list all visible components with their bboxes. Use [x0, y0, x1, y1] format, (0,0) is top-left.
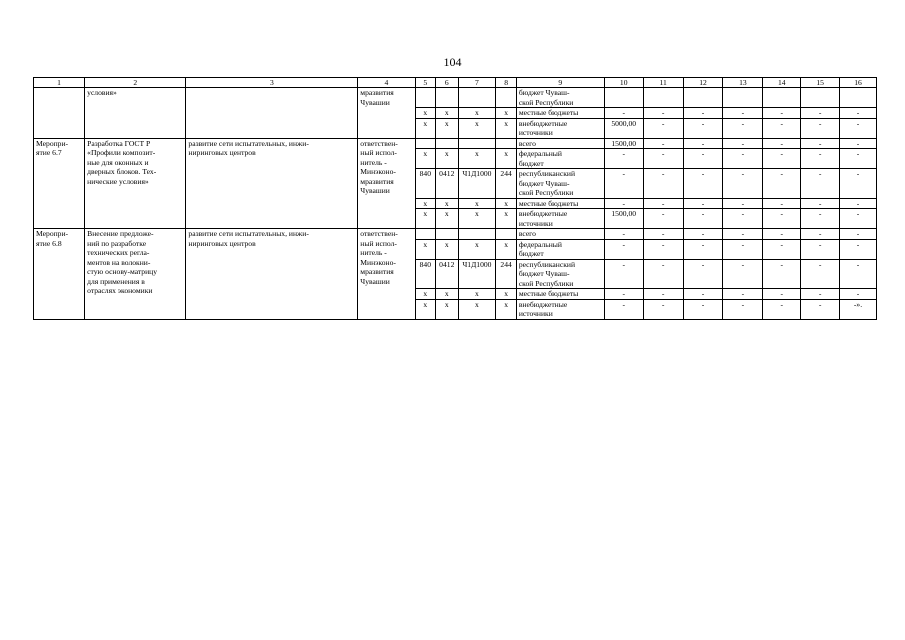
- measure-title-line: отраслях экономики: [87, 286, 153, 296]
- amount-cell: -: [723, 299, 763, 319]
- executor-cell: [358, 138, 415, 228]
- section-cell: [436, 229, 459, 239]
- header-cell: 14: [763, 78, 801, 88]
- funding-source-cell: [516, 259, 604, 288]
- amount-cell: -: [683, 118, 723, 138]
- funding-source-cell: [516, 169, 604, 198]
- section-cell: x: [436, 118, 459, 138]
- amount-cell: -: [840, 108, 877, 118]
- amount-cell: -: [643, 138, 683, 148]
- header-cell: 15: [801, 78, 840, 88]
- expense-type-cell: x: [496, 239, 516, 259]
- funding-source-line: ской Республики: [518, 188, 574, 198]
- direction-line: развитие сети испытательных, инжи-: [188, 229, 309, 239]
- measure-title-line: ментов на волокни-: [87, 257, 151, 267]
- expense-type-cell: 244: [496, 169, 516, 198]
- grbs-cell: x: [415, 209, 435, 229]
- section-cell: x: [436, 108, 459, 118]
- expense-type-cell: x: [496, 198, 516, 208]
- executor-line: Чувашии: [360, 97, 390, 107]
- amount-cell: -: [763, 239, 801, 259]
- amount-cell: -: [763, 259, 801, 288]
- amount-cell: -: [840, 209, 877, 229]
- measure-title-line: Разработка ГОСТ Р: [87, 138, 151, 148]
- grbs-cell: 840: [415, 169, 435, 198]
- expense-type-cell: [496, 138, 516, 148]
- expense-type-cell: x: [496, 108, 516, 118]
- funding-source-line: источники: [518, 218, 553, 228]
- amount-cell: -: [801, 138, 840, 148]
- amount-cell: -: [723, 259, 763, 288]
- amount-cell: -: [723, 209, 763, 229]
- header-cell: 10: [604, 78, 643, 88]
- grbs-cell: x: [415, 198, 435, 208]
- amount-cell: -: [643, 198, 683, 208]
- funding-source-line: бюджет Чуваш-: [518, 269, 570, 279]
- amount-cell: -: [723, 289, 763, 299]
- amount-cell: -: [840, 149, 877, 169]
- measure-label-cell: [34, 138, 85, 228]
- measure-title-line: дверных блоков. Тех-: [87, 167, 157, 177]
- funding-source-cell: [516, 209, 604, 229]
- expense-type-cell: [496, 88, 516, 108]
- amount-cell: -: [643, 289, 683, 299]
- amount-cell: -: [643, 149, 683, 169]
- direction-cell: [186, 88, 358, 138]
- amount-cell: -: [683, 259, 723, 288]
- expense-type-cell: x: [496, 299, 516, 319]
- amount-cell: [723, 88, 763, 108]
- direction-cell: [186, 138, 358, 228]
- header-row: [34, 78, 877, 88]
- amount-cell: -: [801, 239, 840, 259]
- target-article-cell: x: [458, 209, 496, 229]
- amount-cell: -: [604, 149, 643, 169]
- funding-source-line: ской Республики: [518, 97, 574, 107]
- executor-cell: [358, 229, 415, 319]
- measure-title-line: для применения в: [87, 276, 145, 286]
- target-article-cell: [458, 88, 496, 108]
- amount-cell: -: [683, 289, 723, 299]
- amount-cell: -: [723, 198, 763, 208]
- grbs-cell: [415, 229, 435, 239]
- grbs-cell: [415, 138, 435, 148]
- header-cell: 9: [516, 78, 604, 88]
- amount-cell: -: [763, 209, 801, 229]
- section-cell: 0412: [436, 259, 459, 288]
- grbs-cell: x: [415, 118, 435, 138]
- measure-title-line: нические условия»: [87, 176, 149, 186]
- amount-cell: -: [723, 118, 763, 138]
- amount-cell: -: [840, 259, 877, 288]
- amount-cell: -: [763, 149, 801, 169]
- amount-cell: [683, 88, 723, 108]
- measure-title-cell: условия»: [85, 88, 186, 138]
- header-cell: 12: [683, 78, 723, 88]
- funding-source-cell: всего: [516, 138, 604, 148]
- amount-cell: -: [801, 108, 840, 118]
- header-cell: 6: [436, 78, 459, 88]
- expense-type-cell: [496, 229, 516, 239]
- table-row: [34, 229, 877, 239]
- executor-line: Минэконо-: [360, 257, 396, 267]
- expense-type-cell: x: [496, 209, 516, 229]
- measure-title-line: стую основу-матрицу: [87, 267, 158, 277]
- funding-source-line: бюджет Чуваш-: [518, 178, 570, 188]
- amount-cell: -: [643, 209, 683, 229]
- target-article-cell: [458, 138, 496, 148]
- header-cell: 3: [186, 78, 358, 88]
- grbs-cell: x: [415, 149, 435, 169]
- measure-label-cell: [34, 88, 85, 138]
- amount-cell: -: [763, 299, 801, 319]
- section-cell: 0412: [436, 169, 459, 198]
- direction-line: ниринговых центров: [188, 238, 256, 248]
- amount-cell: -: [643, 259, 683, 288]
- amount-cell: -: [840, 239, 877, 259]
- amount-cell: [801, 88, 840, 108]
- executor-line: ответствен-: [360, 138, 398, 148]
- grbs-cell: 840: [415, 259, 435, 288]
- amount-cell: -: [763, 198, 801, 208]
- header-cell: 13: [723, 78, 763, 88]
- funding-source-cell: [516, 149, 604, 169]
- amount-cell: -: [723, 149, 763, 169]
- table-row: [34, 88, 877, 108]
- header-cell: 4: [358, 78, 415, 88]
- amount-cell: -: [840, 138, 877, 148]
- direction-cell: [186, 229, 358, 319]
- executor-line: Минэконо-: [360, 167, 396, 177]
- amount-cell: -: [801, 229, 840, 239]
- funding-source-cell: [516, 299, 604, 319]
- funding-source-cell: местные бюджеты: [516, 108, 604, 118]
- executor-cell: [358, 88, 415, 138]
- funding-source-line: источники: [518, 128, 553, 138]
- header-cell: 8: [496, 78, 516, 88]
- amount-cell: -: [763, 118, 801, 138]
- target-article-cell: x: [458, 289, 496, 299]
- amount-cell: -: [723, 108, 763, 118]
- amount-cell: -: [801, 118, 840, 138]
- funding-source-cell: [516, 88, 604, 108]
- grbs-cell: [415, 88, 435, 108]
- section-cell: x: [436, 239, 459, 259]
- amount-cell: -: [763, 289, 801, 299]
- section-cell: [436, 88, 459, 108]
- amount-cell: -: [604, 108, 643, 118]
- amount-cell: -: [801, 259, 840, 288]
- amount-cell: -: [643, 229, 683, 239]
- funding-source-line: внебюджетные: [518, 209, 568, 219]
- funding-source-cell: [516, 239, 604, 259]
- page-number: 104: [443, 55, 462, 69]
- funding-source-cell: местные бюджеты: [516, 198, 604, 208]
- header-cell: 2: [85, 78, 186, 88]
- amount-cell: -: [604, 299, 643, 319]
- amount-cell: -: [604, 239, 643, 259]
- amount-cell: -: [840, 118, 877, 138]
- budget-table: [33, 77, 877, 320]
- amount-cell: -: [840, 169, 877, 198]
- header-cell: 1: [34, 78, 85, 88]
- executor-line: мразвития: [360, 176, 394, 186]
- target-article-cell: x: [458, 239, 496, 259]
- funding-source-line: внебюджетные: [518, 118, 568, 128]
- amount-cell: -: [723, 239, 763, 259]
- amount-cell: -: [683, 239, 723, 259]
- amount-cell: [763, 88, 801, 108]
- amount-cell: -: [643, 108, 683, 118]
- amount-cell: -: [801, 299, 840, 319]
- executor-line: нитель -: [360, 157, 387, 167]
- funding-source-cell: всего: [516, 229, 604, 239]
- amount-cell: -: [683, 229, 723, 239]
- amount-cell: -: [604, 198, 643, 208]
- target-article-cell: x: [458, 299, 496, 319]
- funding-source-line: источники: [518, 309, 553, 319]
- funding-source-line: республиканский: [518, 169, 576, 179]
- expense-type-cell: x: [496, 149, 516, 169]
- measure-title-cell: [85, 138, 186, 228]
- funding-source-line: бюджет Чуваш-: [518, 88, 570, 98]
- target-article-cell: x: [458, 118, 496, 138]
- funding-source-line: федеральный: [518, 239, 562, 249]
- section-cell: [436, 138, 459, 148]
- amount-cell: -: [683, 138, 723, 148]
- measure-title-line: Внесение предложе-: [87, 229, 154, 239]
- target-article-cell: x: [458, 149, 496, 169]
- funding-source-cell: местные бюджеты: [516, 289, 604, 299]
- amount-cell: -: [683, 149, 723, 169]
- header-cell: 11: [643, 78, 683, 88]
- header-cell: 7: [458, 78, 496, 88]
- amount-cell: [840, 88, 877, 108]
- target-article-cell: [458, 229, 496, 239]
- target-article-cell: Ч1Д1000: [458, 169, 496, 198]
- measure-label-line: ятие 6.8: [36, 238, 62, 248]
- executor-line: Чувашии: [360, 186, 390, 196]
- amount-cell: 5000,00: [604, 118, 643, 138]
- measure-title-cell: [85, 229, 186, 319]
- amount-cell: -: [840, 289, 877, 299]
- expense-type-cell: x: [496, 289, 516, 299]
- direction-line: развитие сети испытательных, инжи-: [188, 138, 309, 148]
- amount-cell: -: [683, 198, 723, 208]
- section-cell: x: [436, 289, 459, 299]
- amount-cell: -: [840, 198, 877, 208]
- amount-cell: 1500,00: [604, 209, 643, 229]
- funding-source-line: федеральный: [518, 149, 562, 159]
- amount-cell: -: [604, 289, 643, 299]
- section-cell: x: [436, 209, 459, 229]
- amount-cell: -: [801, 198, 840, 208]
- amount-cell: -: [763, 138, 801, 148]
- amount-cell: -: [723, 138, 763, 148]
- grbs-cell: x: [415, 108, 435, 118]
- measure-title-line: технических регла-: [87, 248, 150, 258]
- section-cell: x: [436, 299, 459, 319]
- amount-cell: -: [683, 299, 723, 319]
- direction-line: ниринговых центров: [188, 148, 256, 158]
- measure-title-line: «Профили композит-: [87, 148, 156, 158]
- amount-cell: -: [801, 169, 840, 198]
- funding-source-line: внебюджетные: [518, 299, 568, 309]
- expense-type-cell: 244: [496, 259, 516, 288]
- amount-cell: [643, 88, 683, 108]
- amount-cell: -: [643, 299, 683, 319]
- funding-source-line: бюджет: [518, 249, 544, 259]
- target-article-cell: x: [458, 108, 496, 118]
- section-cell: x: [436, 149, 459, 169]
- amount-cell: -: [643, 118, 683, 138]
- measure-label-line: Меропри-: [36, 229, 69, 239]
- amount-cell: -: [801, 209, 840, 229]
- executor-line: ный испол-: [360, 148, 397, 158]
- amount-cell: -: [604, 259, 643, 288]
- amount-cell: -: [643, 169, 683, 198]
- target-article-cell: x: [458, 198, 496, 208]
- executor-line: мразвития: [360, 88, 394, 98]
- amount-cell: -: [801, 149, 840, 169]
- amount-cell: -: [604, 169, 643, 198]
- measure-label-cell: [34, 229, 85, 319]
- header-cell: 5: [415, 78, 435, 88]
- amount-cell: -: [840, 229, 877, 239]
- amount-cell: [604, 88, 643, 108]
- executor-line: Чувашии: [360, 276, 390, 286]
- amount-cell: 1500,00: [604, 138, 643, 148]
- funding-source-line: республиканский: [518, 259, 576, 269]
- target-article-cell: Ч1Д1000: [458, 259, 496, 288]
- grbs-cell: x: [415, 239, 435, 259]
- amount-cell: -: [763, 108, 801, 118]
- amount-cell: -: [763, 229, 801, 239]
- executor-line: нитель -: [360, 248, 387, 258]
- funding-source-cell: [516, 118, 604, 138]
- funding-source-line: бюджет: [518, 158, 544, 168]
- executor-line: ный испол-: [360, 238, 397, 248]
- section-cell: x: [436, 198, 459, 208]
- funding-source-line: ской Республики: [518, 278, 574, 288]
- grbs-cell: x: [415, 299, 435, 319]
- executor-line: ответствен-: [360, 229, 398, 239]
- amount-cell: -».: [840, 299, 877, 319]
- amount-cell: -: [801, 289, 840, 299]
- measure-label-line: ятие 6.7: [36, 148, 62, 158]
- measure-title-line: ний по разработке: [87, 238, 147, 248]
- expense-type-cell: x: [496, 118, 516, 138]
- amount-cell: -: [604, 229, 643, 239]
- grbs-cell: x: [415, 289, 435, 299]
- table-row: [34, 138, 877, 148]
- amount-cell: -: [723, 169, 763, 198]
- executor-line: мразвития: [360, 267, 394, 277]
- amount-cell: -: [683, 169, 723, 198]
- measure-title-line: ные для оконных и: [87, 157, 149, 167]
- measure-label-line: Меропри-: [36, 138, 69, 148]
- amount-cell: -: [683, 108, 723, 118]
- amount-cell: -: [643, 239, 683, 259]
- amount-cell: -: [763, 169, 801, 198]
- header-cell: 16: [840, 78, 877, 88]
- amount-cell: -: [683, 209, 723, 229]
- amount-cell: -: [723, 229, 763, 239]
